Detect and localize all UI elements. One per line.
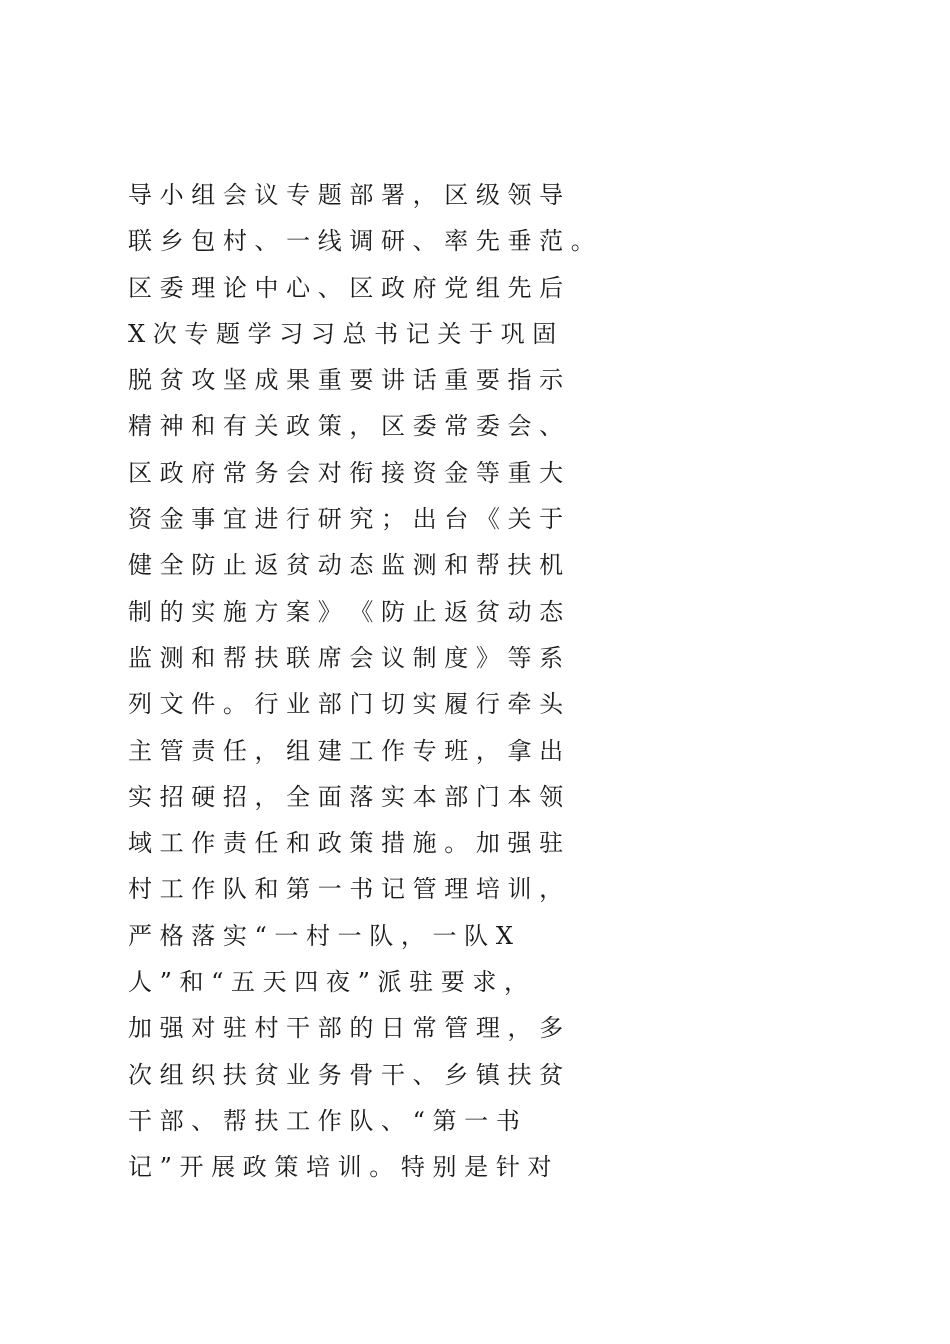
text-line: 资 金 事 宜 进 行 研 究 ； 出 台 《 关 于 — [128, 505, 564, 534]
text-line: 村 工 作 队 和 第 一 书 记 管 理 培 训 ， — [128, 875, 564, 904]
text-line: 健 全 防 止 返 贫 动 态 监 测 和 帮 扶 机 — [128, 551, 564, 580]
text-line: 区 委 理 论 中 心 、 区 政 府 党 组 先 后 — [128, 273, 564, 302]
text-line: 制 的 实 施 方 案 》 《 防 止 返 贫 动 态 — [128, 597, 564, 626]
text-line: 人 ” 和 “ 五 天 四 夜 ” 派 驻 要 求 ， — [128, 968, 528, 997]
text-line: 次 组 织 扶 贫 业 务 骨 干 、 乡 镇 扶 贫 — [128, 1060, 564, 1089]
body-text — [128, 172, 848, 1191]
text-line: 监 测 和 帮 扶 联 席 会 议 制 度 》 等 系 — [128, 643, 564, 672]
text-line: 区 政 府 常 务 会 对 衔 接 资 金 等 重 大 — [128, 458, 564, 487]
text-line: 加 强 对 驻 村 干 部 的 日 常 管 理 ， 多 — [128, 1014, 564, 1043]
text-line: 精 神 和 有 关 政 策 ， 区 委 常 委 会 、 — [128, 412, 564, 441]
text-line: X 次 专 题 学 习 习 总 书 记 关 于 巩 固 — [128, 319, 557, 348]
text-line: 严 格 落 实 “ 一 村 一 队 ， 一 队 X — [128, 921, 513, 950]
text-line: 域 工 作 责 任 和 政 策 措 施 。 加 强 驻 — [128, 829, 564, 858]
text-line: 主 管 责 任 ， 组 建 工 作 专 班 ， 拿 出 — [128, 736, 564, 765]
text-line: 导 小 组 会 议 专 题 部 署 ， 区 级 领 导 — [128, 181, 564, 209]
text-line: 列 文 件 。 行 业 部 门 切 实 履 行 牵 头 — [128, 690, 564, 719]
text-line: 实 招 硬 招 ， 全 面 落 实 本 部 门 本 领 — [128, 782, 564, 811]
text-line: 记 ” 开 展 政 策 培 训 。 特 别 是 针 对 — [128, 1153, 552, 1182]
text-line: 联 乡 包 村 、 一 线 调 研 、 率 先 垂 范 。 — [128, 227, 595, 256]
text-line: 脱 贫 攻 坚 成 果 重 要 讲 话 重 要 指 示 — [128, 366, 564, 395]
text-line: 干 部 、 帮 扶 工 作 队 、 “ 第 一 书 — [128, 1106, 520, 1135]
